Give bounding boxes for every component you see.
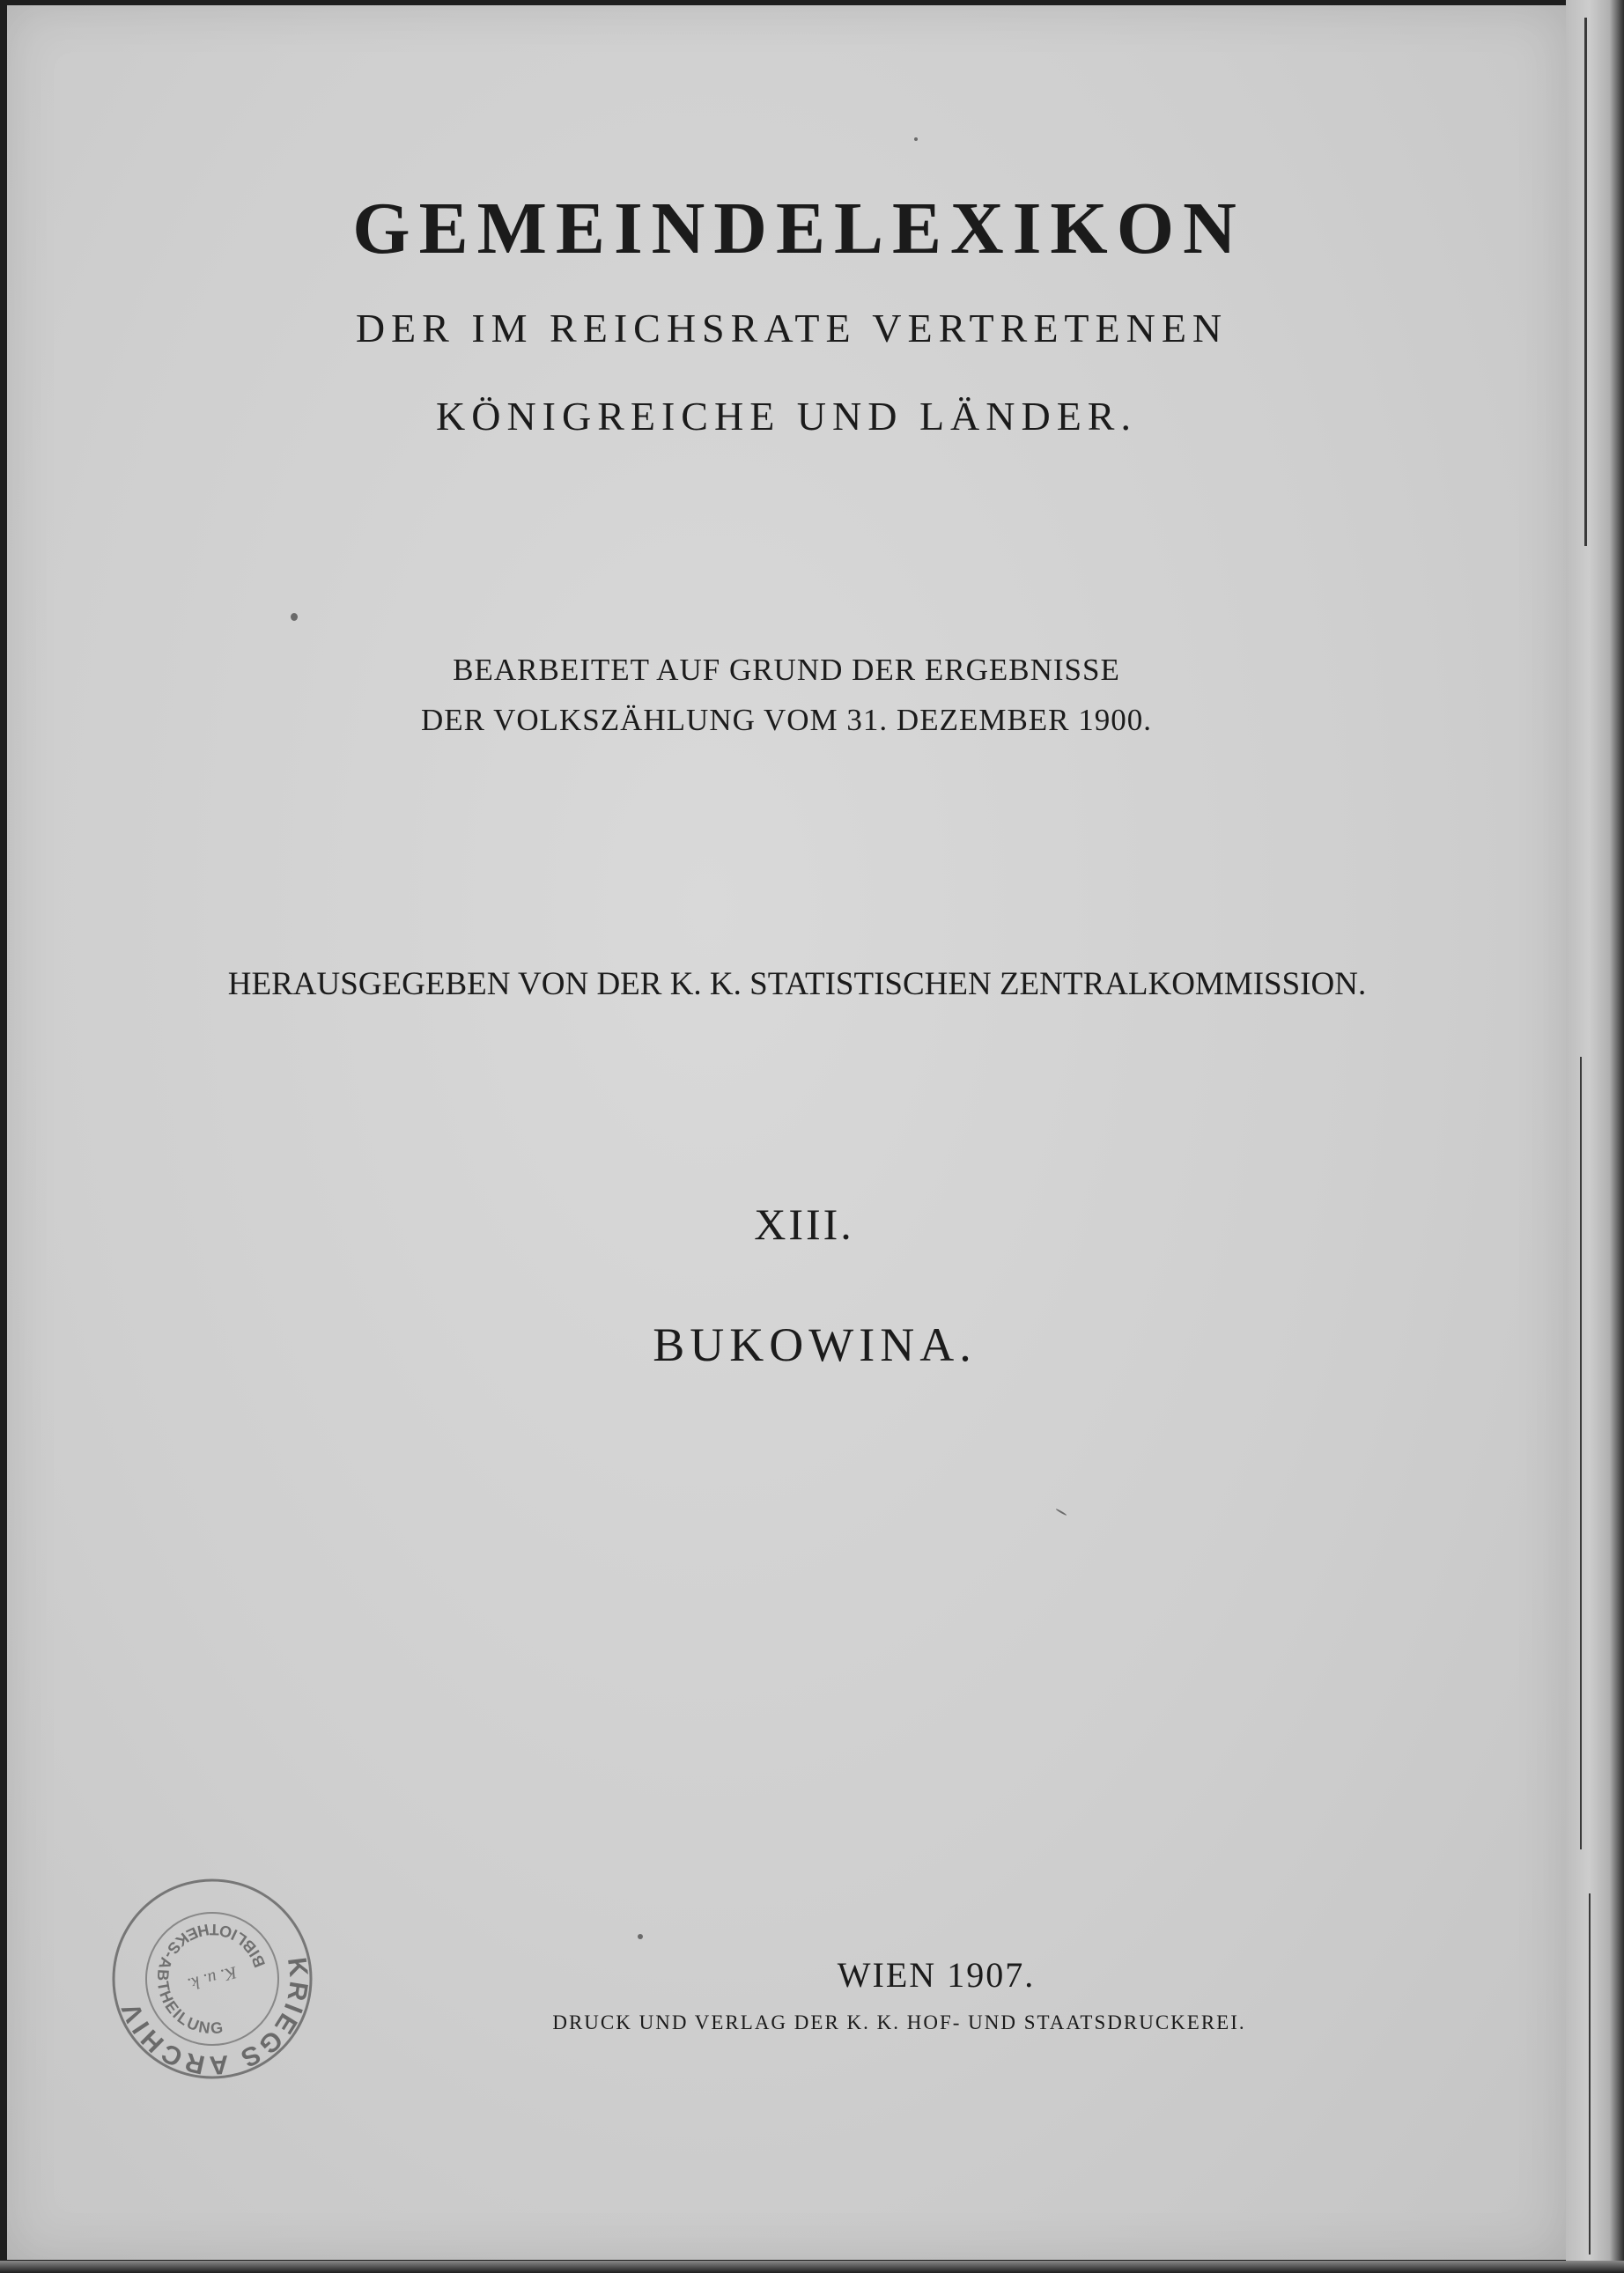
book-edge	[1566, 0, 1624, 2273]
edge-shadow	[1584, 18, 1587, 546]
ink-speck	[1055, 1509, 1067, 1517]
stamp-center-text: K. u. k.	[185, 1962, 240, 1995]
title-page	[7, 5, 1569, 2260]
edge-shadow	[1580, 1057, 1582, 1849]
place-year: WIEN 1907.	[837, 1955, 1036, 1995]
printer-line: DRUCK UND VERLAG DER K. K. HOF- UND STAATSDRUCKEREI.	[552, 2011, 1246, 2033]
basis-line-2: DER VOLKSZÄHLUNG VOM 31. DEZEMBER 1900.	[420, 703, 1153, 737]
ink-speck	[638, 1934, 643, 1939]
subtitle-line-2: KÖNIGREICHE UND LÄNDER.	[436, 394, 1137, 439]
subtitle-line-1: DER IM REICHSRATE VERTRETENEN	[355, 306, 1229, 351]
region-title: BUKOWINA.	[653, 1318, 977, 1371]
stamp-outer-text: KRIEGS ARCHIV	[115, 1955, 314, 2080]
library-stamp	[102, 1869, 322, 2089]
stamp-inner-text: BIBLIOTHEKS-ABTHEILUNG	[153, 1920, 269, 2038]
ink-speck	[914, 137, 918, 141]
scan-bottom-edge	[0, 2261, 1624, 2273]
book-title: GEMEINDELEXIKON	[352, 188, 1245, 269]
ink-speck	[291, 613, 298, 621]
edge-shadow	[1589, 1893, 1591, 2255]
volume-number: XIII.	[754, 1199, 854, 1249]
basis-line-1: BEARBEITET AUF GRUND DER ERGEBNISSE	[453, 653, 1120, 687]
editor-line: HERAUSGEGEBEN VON DER K. K. STATISTISCHEN ZENTRALKOMMISSION.	[227, 966, 1367, 1002]
